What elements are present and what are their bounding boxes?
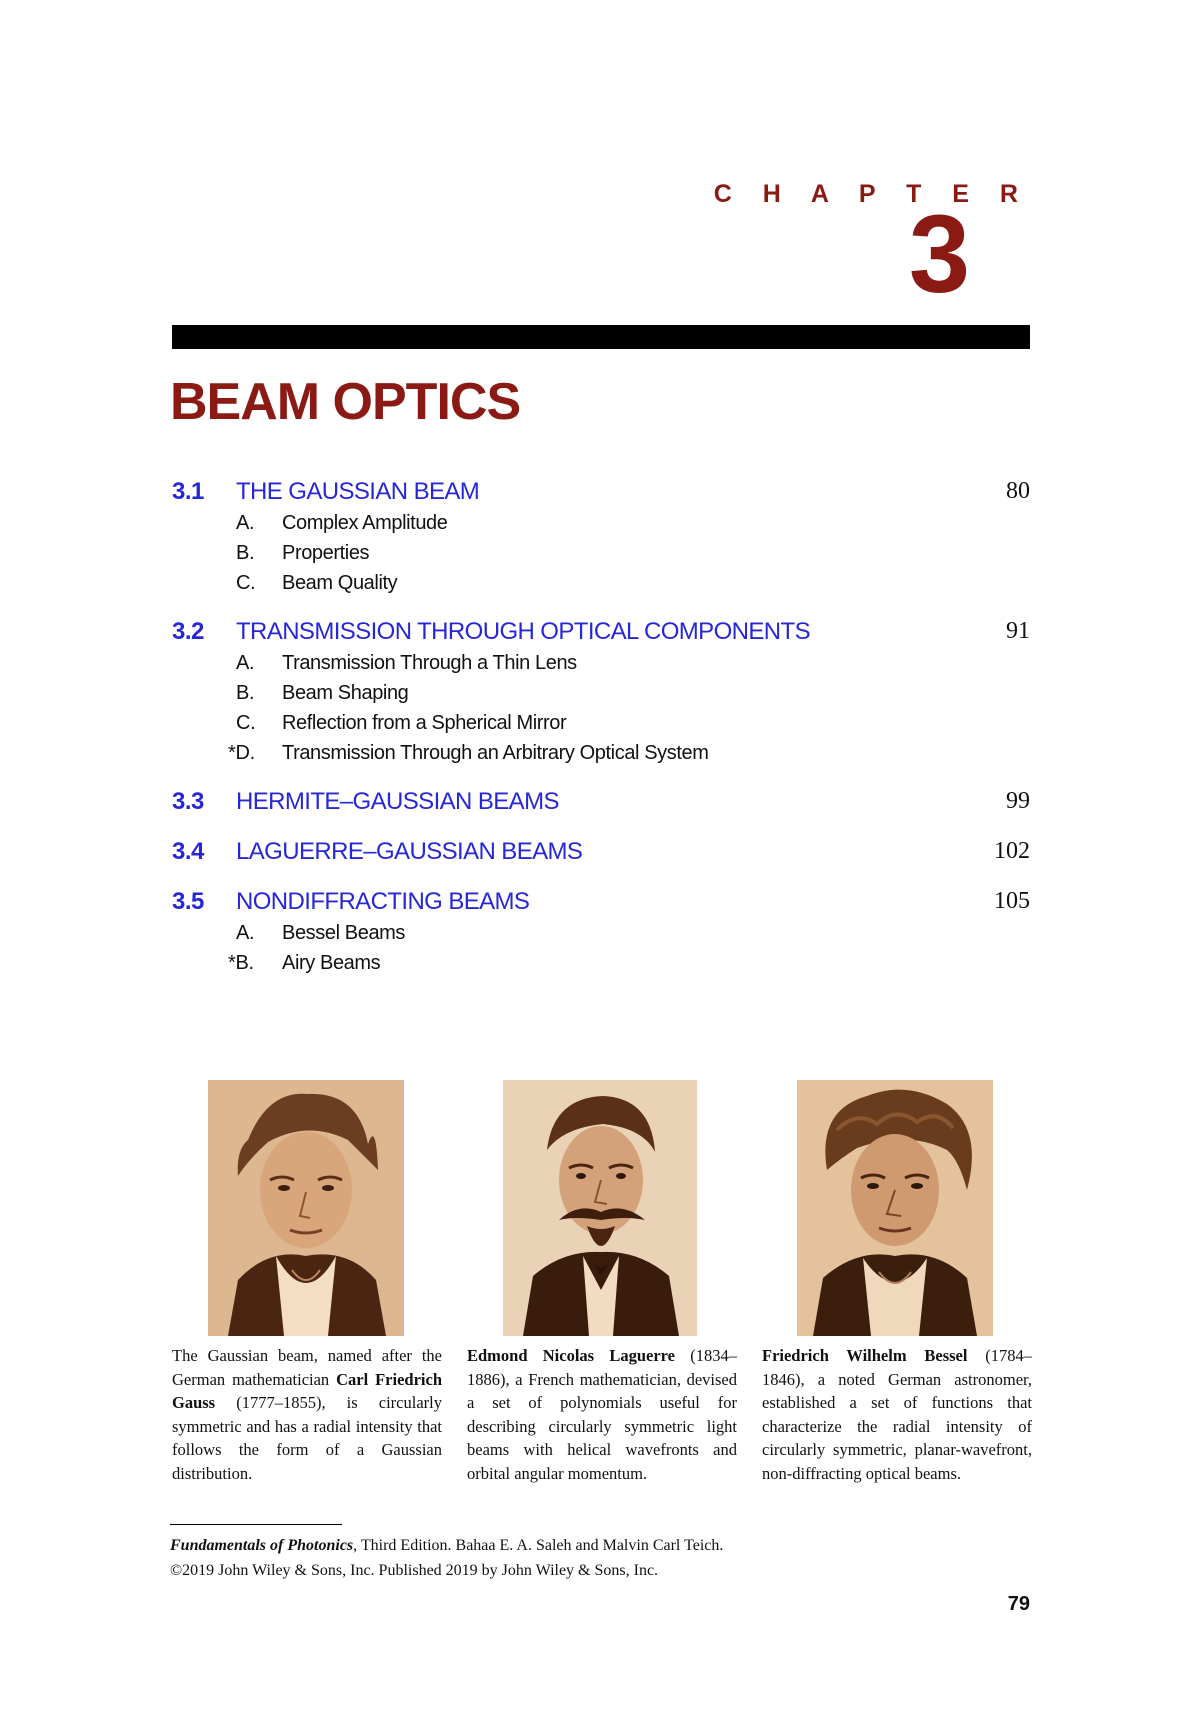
toc-subsection-letter: A. (236, 652, 255, 674)
toc-page-number: 105 (994, 888, 1030, 914)
toc-subsection (172, 542, 1030, 572)
toc-subsection (172, 922, 1030, 952)
caption-text: (1777–1855), is circularly symmetric and has a radial intensity that follows the form of a Gaussian distribution. (172, 1393, 442, 1483)
toc-subsection (172, 712, 1030, 742)
toc-section (172, 888, 1030, 982)
toc-page-number: 99 (1006, 788, 1030, 814)
toc-subsection-title: Properties (282, 542, 370, 564)
toc-subsection-letter: C. (236, 572, 256, 594)
caption-text: (1834–1886), a French mathematician, devised a set of polynomials useful for describing circularly symmetric light beams with helical wavefronts and orbital angular momentum. (467, 1346, 737, 1483)
toc-section-number[interactable]: 3.2 (172, 618, 204, 645)
toc-page-number: 80 (1006, 478, 1030, 504)
bessel-caption (762, 1344, 1032, 1485)
toc-section (172, 838, 1030, 872)
toc-subsection-letter: B. (236, 542, 255, 564)
caption-name: Edmond Nicolas Laguerre (467, 1346, 676, 1365)
toc-page-number: 102 (994, 838, 1030, 864)
toc-subsection-title: Complex Amplitude (282, 512, 448, 534)
laguerre-portrait (503, 1080, 697, 1336)
toc-subsection-letter: A. (236, 922, 255, 944)
toc-subsection-letter: *D. (228, 742, 255, 764)
toc-subsection-title: Beam Quality (282, 572, 398, 594)
book-title: Fundamentals of Photonics (170, 1537, 354, 1554)
toc-subsection (172, 952, 1030, 982)
chapter-label: C H A P T E R (713, 180, 1030, 208)
toc-section-title[interactable]: NONDIFFRACTING BEAMS (236, 888, 530, 915)
footnote-copyright: ©2019 John Wiley & Sons, Inc. Published 2019 by John Wiley & Sons, Inc. (170, 1562, 659, 1579)
toc-subsection (172, 572, 1030, 602)
citation-text: , Third Edition. Bahaa E. A. Saleh and Malvin Carl Teich. (353, 1537, 724, 1554)
toc-subsection-title: Transmission Through a Thin Lens (282, 652, 577, 674)
caption-name: Carl Friedrich Gauss (172, 1369, 442, 1412)
toc-section-title[interactable]: THE GAUSSIAN BEAM (236, 478, 480, 505)
toc-section-number[interactable]: 3.5 (172, 888, 204, 915)
toc-subsection (172, 682, 1030, 712)
table-of-contents (172, 478, 1030, 998)
toc-section (172, 788, 1030, 822)
toc-subsection-title: Bessel Beams (282, 922, 406, 944)
toc-entry[interactable] (172, 618, 1030, 652)
title-rule (172, 325, 1030, 349)
chapter-title: BEAM OPTICS (170, 373, 521, 431)
toc-entry[interactable] (172, 478, 1030, 512)
toc-section-title[interactable]: HERMITE–GAUSSIAN BEAMS (236, 788, 559, 815)
toc-subsection-letter: B. (236, 682, 255, 704)
caption-name: Friedrich Wilhelm Bessel (762, 1346, 968, 1365)
caption-text: The Gaussian beam, named after the German mathematician (172, 1346, 442, 1389)
toc-section (172, 478, 1030, 602)
toc-subsection-letter: A. (236, 512, 255, 534)
bessel-portrait (797, 1080, 993, 1336)
toc-subsection-letter: C. (236, 712, 256, 734)
toc-entry[interactable] (172, 838, 1030, 872)
gauss-portrait (208, 1080, 404, 1336)
toc-section-title[interactable]: TRANSMISSION THROUGH OPTICAL COMPONENTS (236, 618, 810, 645)
toc-section (172, 618, 1030, 772)
toc-subsection-title: Airy Beams (282, 952, 381, 974)
chapter-number: 3 (908, 193, 968, 316)
toc-entry[interactable] (172, 788, 1030, 822)
toc-subsection-letter: *B. (228, 952, 254, 974)
toc-subsection (172, 652, 1030, 682)
toc-section-title[interactable]: LAGUERRE–GAUSSIAN BEAMS (236, 838, 583, 865)
toc-section-number[interactable]: 3.1 (172, 478, 204, 505)
toc-subsection-title: Transmission Through an Arbitrary Optical System (282, 742, 709, 764)
toc-subsection (172, 512, 1030, 542)
toc-section-number[interactable]: 3.4 (172, 838, 204, 865)
toc-subsection-title: Reflection from a Spherical Mirror (282, 712, 567, 734)
gauss-caption (172, 1344, 442, 1485)
caption-text: (1784–1846), a noted German astronomer, established a set of functions that characterize the radial intensity of circularly symmetric, planar-wavefront, non-diffracting optical beams. (762, 1346, 1033, 1483)
page-number: 79 (1007, 1593, 1030, 1615)
toc-subsection (172, 742, 1030, 772)
footnote-rule (170, 1524, 342, 1525)
toc-subsection-title: Beam Shaping (282, 682, 409, 704)
laguerre-caption (467, 1344, 737, 1485)
toc-entry[interactable] (172, 888, 1030, 922)
toc-page-number: 91 (1006, 618, 1030, 644)
footnote-citation (170, 1537, 723, 1555)
toc-section-number[interactable]: 3.3 (172, 788, 204, 815)
